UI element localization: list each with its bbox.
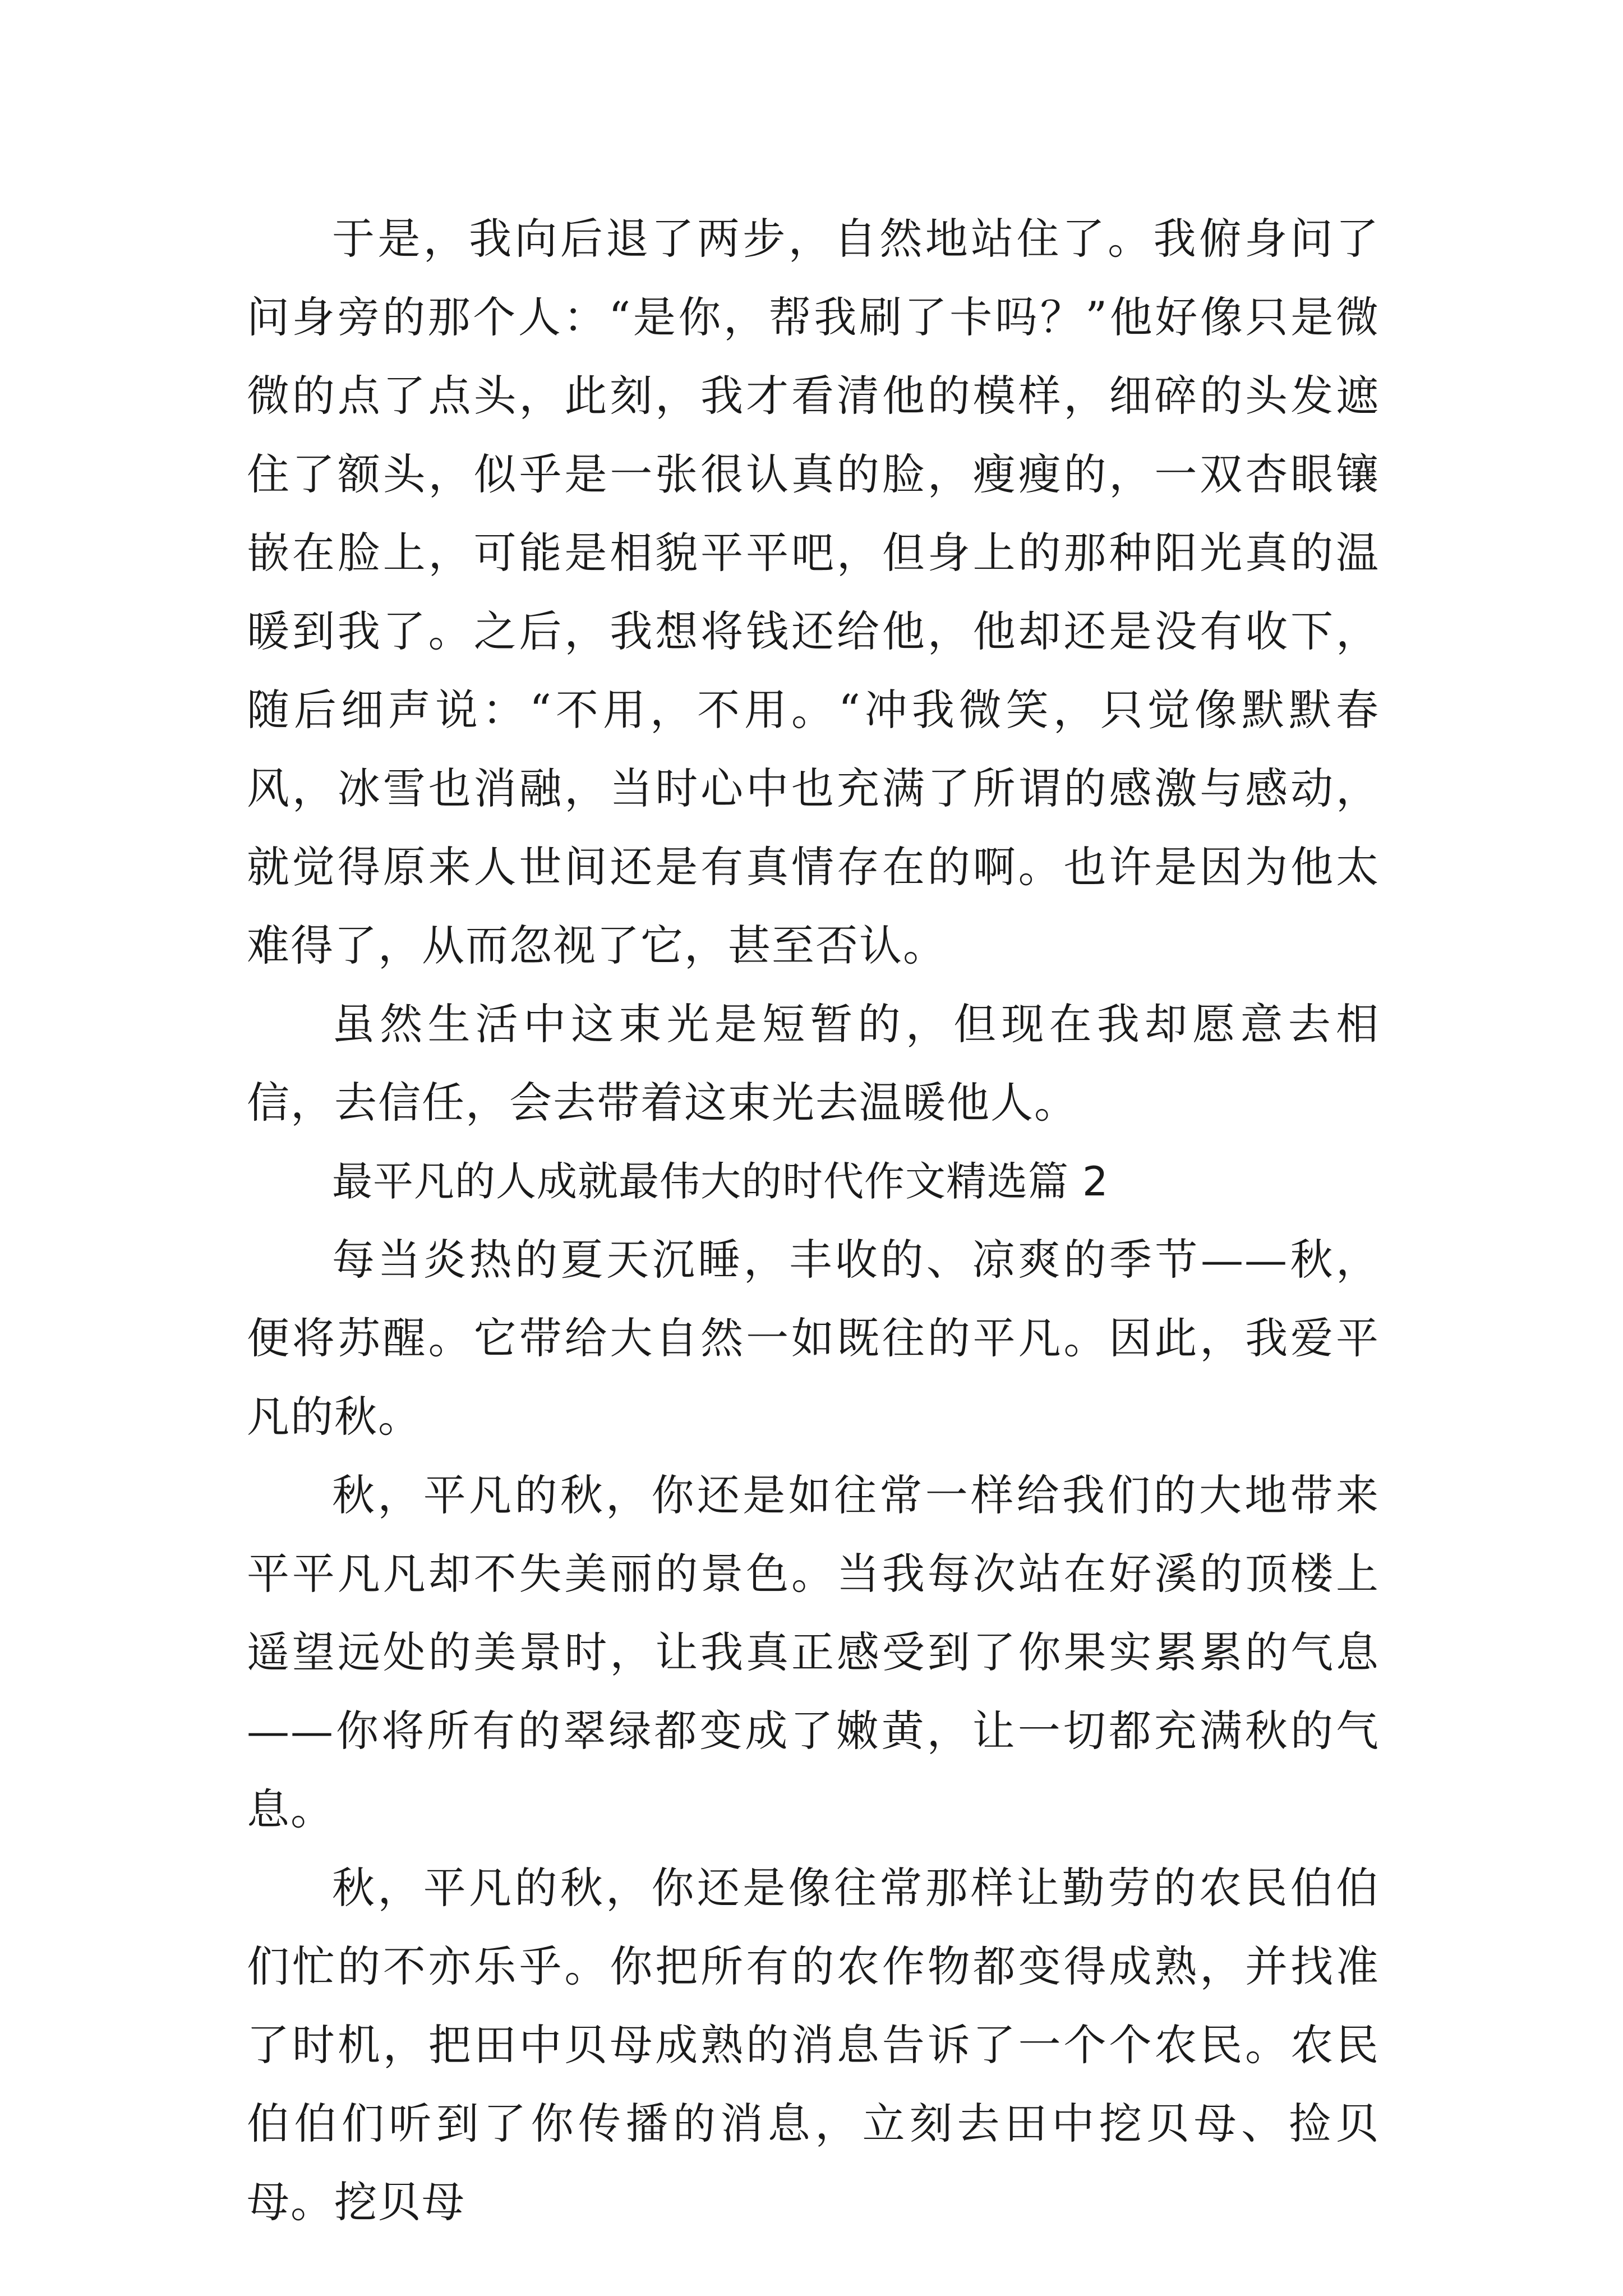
paragraph-encounter: 于是，我向后退了两步，自然地站住了。我俯身问了问身旁的那个人：“是你，帮我刷了卡吗？”他好像只是微微的点了点头，此刻，我才看清他的模样，细碎的头发遮住了额头，似乎是一张很认真的脸，瘦瘦的，一双杏眼镶嵌在脸上，可能是相貌平平吧，但身上的那种阳光真的温暖到我了。之后，我想将钱还给他，他却还是没有收下，随后细声说：“不用，不用。“冲我微笑，只觉像默默春风，冰雪也消融，当时心中也充满了所谓的感激与感动，就觉得原来人世间还是有真情存在的啊。也许是因为他太难得了，从而忽视了它，甚至否认。 <box>247 214 1380 970</box>
paragraph-autumn-scenery: 秋，平凡的秋，你还是如往常一样给我们的大地带来平平凡凡却不失美丽的景色。当我每次站在好溪的顶楼上遥望远处的美景时，让我真正感受到了你果实累累的气息——你将所有的翠绿都变成了嫩黄，让一切都充满秋的气息。 <box>247 1470 1380 1834</box>
document-body <box>247 200 1380 2242</box>
section-heading: 最平凡的人成就最伟大的时代作文精选篇 2 <box>332 1158 1109 1205</box>
paragraph-autumn-harvest: 秋，平凡的秋，你还是像往常那样让勤劳的农民伯伯们忙的不亦乐乎。你把所有的农作物都变得成熟，并找准了时机，把田中贝母成熟的消息告诉了一个个农民。农民伯伯们听到了你传播的消息，立刻去田中挖贝母、捡贝母。挖贝母 <box>247 1863 1380 2227</box>
paragraph-light: 虽然生活中这束光是短暂的，但现在我却愿意去相信，去信任，会去带着这束光去温暖他人。 <box>247 999 1380 1128</box>
paragraph-autumn-intro: 每当炎热的夏天沉睡，丰收的、凉爽的季节——秋，便将苏醒。它带给大自然一如既往的平凡。因此，我爱平凡的秋。 <box>247 1235 1380 1442</box>
